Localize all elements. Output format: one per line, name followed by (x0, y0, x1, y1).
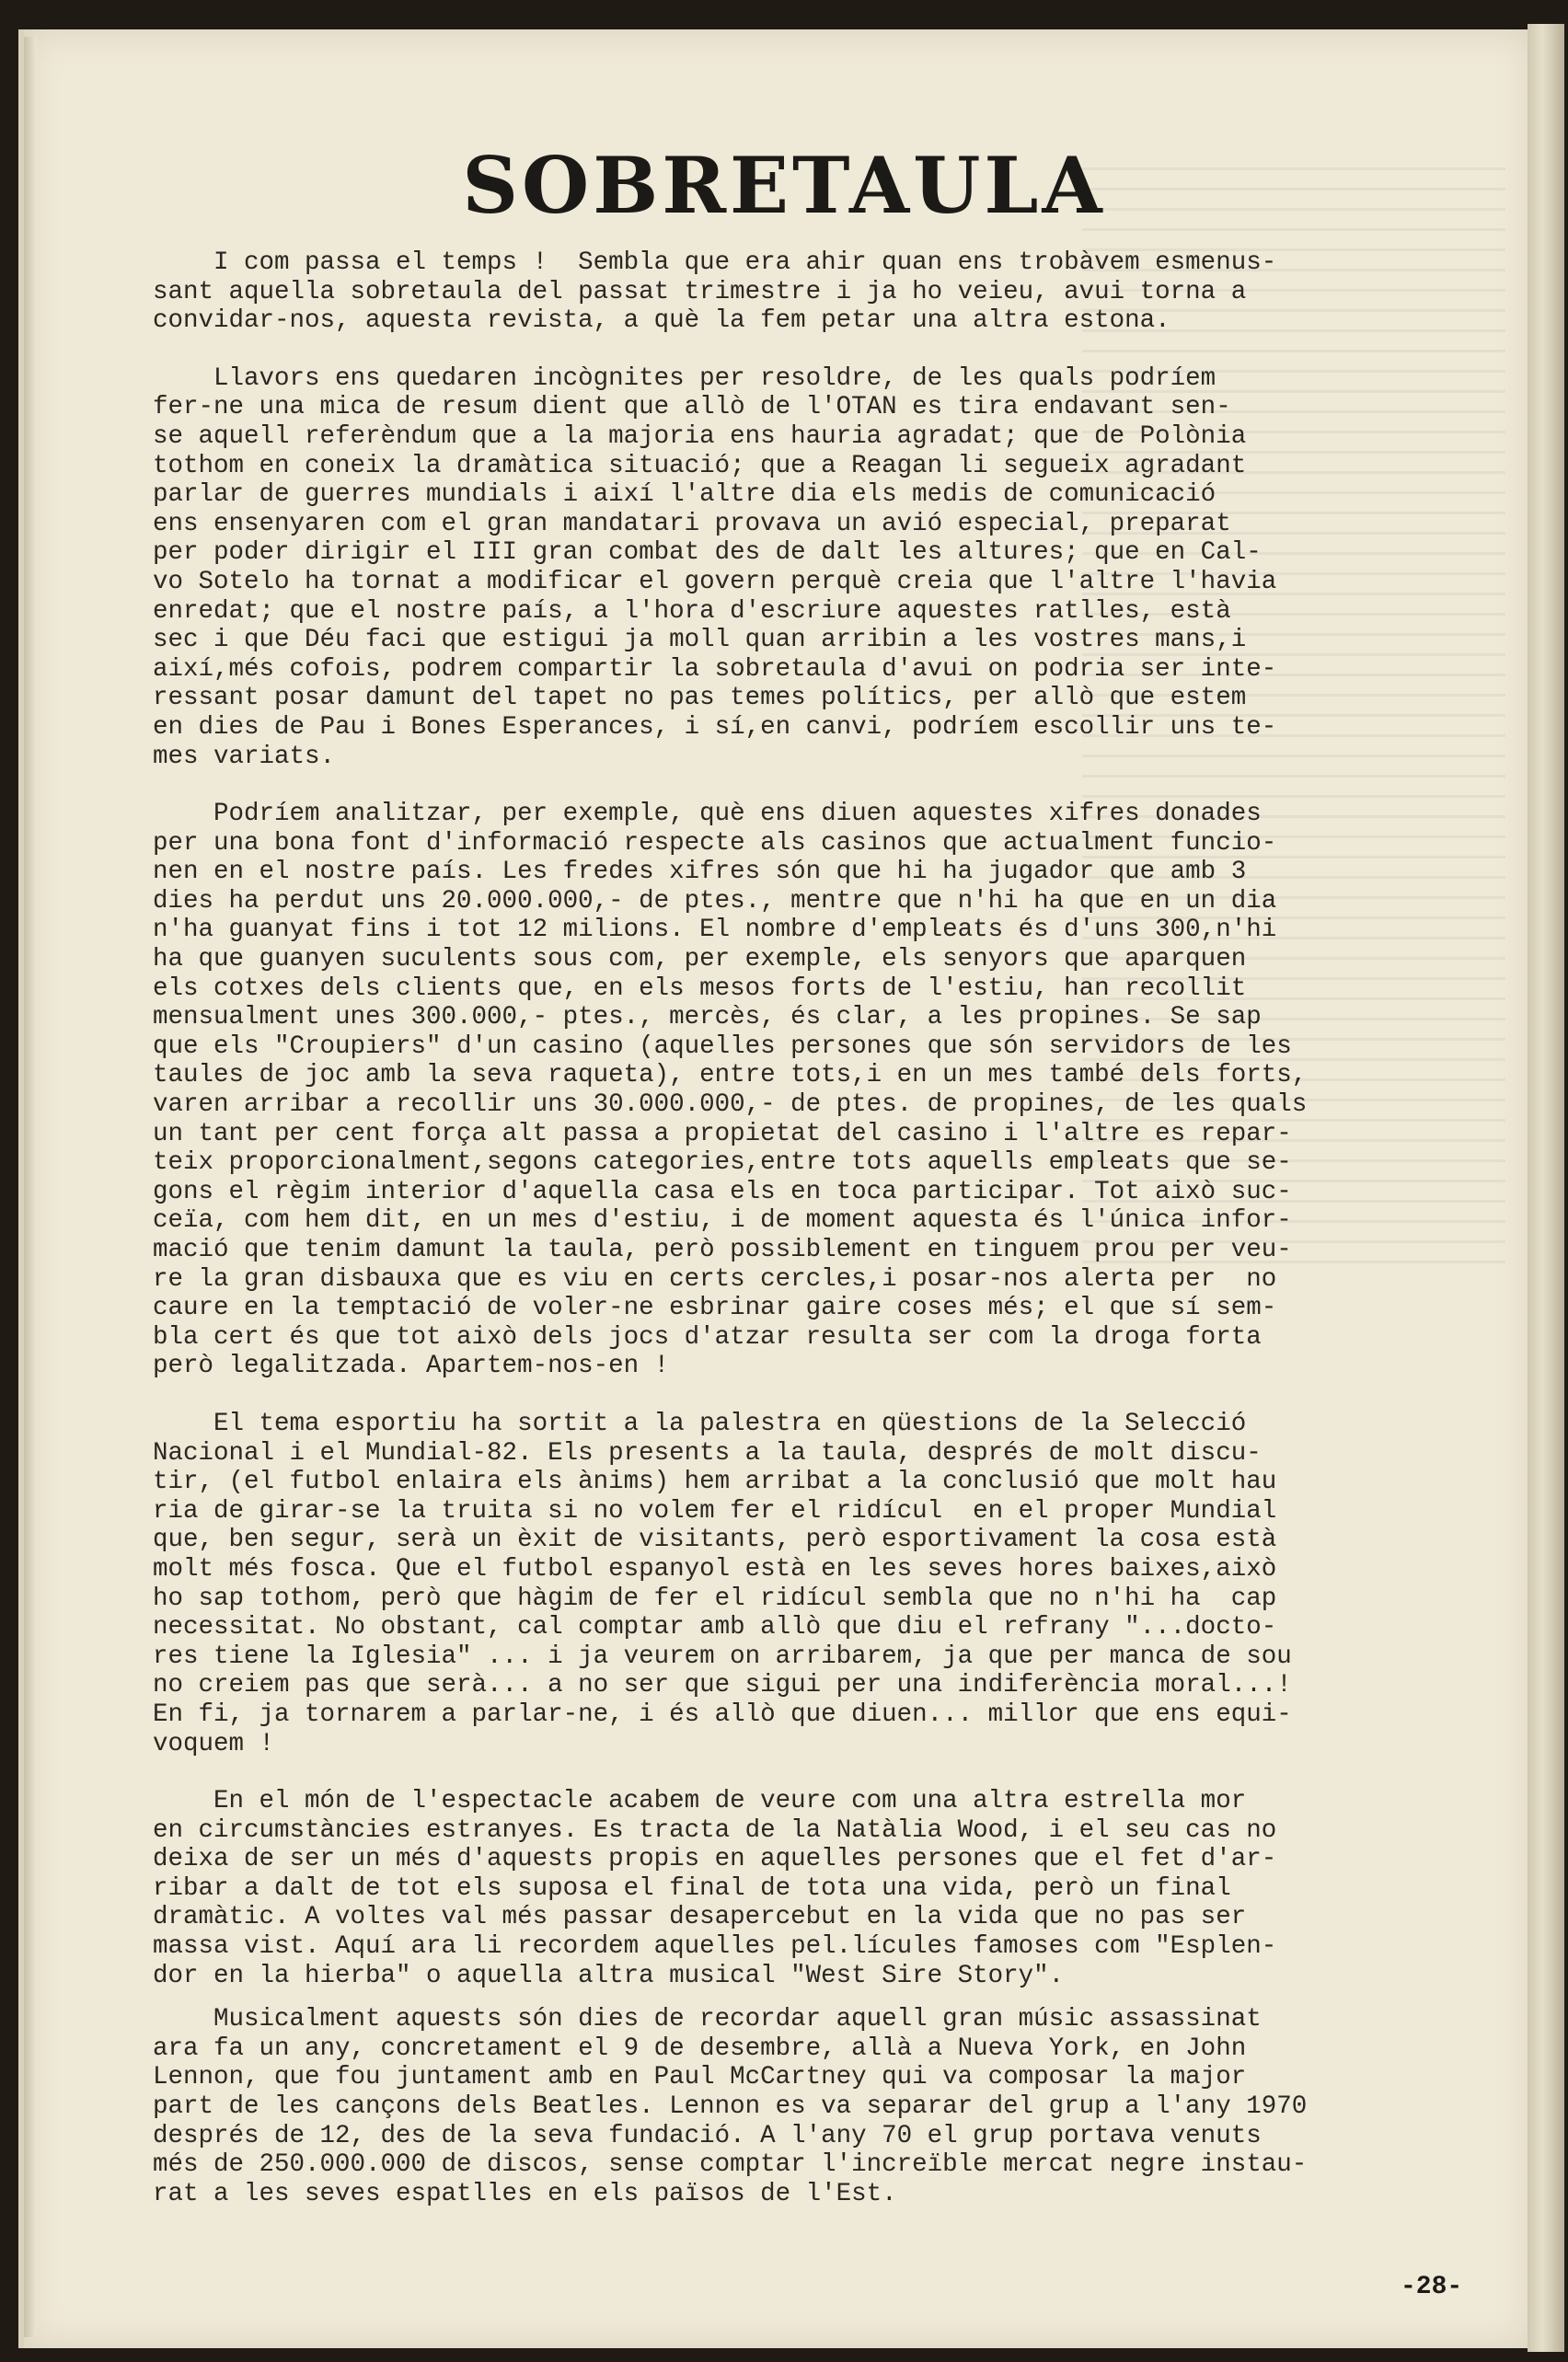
text-line: El tema esportiu ha sortit a la palestra en qüestions de la Selecció (153, 1409, 1247, 1438)
text-line: molt més fosca. Que el futbol espanyol està en les seves hores baixes,això (153, 1554, 1277, 1584)
text-line: sant aquella sobretaula del passat trimestre i ja ho veieu, avui torna a (153, 277, 1247, 306)
text-line: ens ensenyaren com el gran mandatari provava un avió especial, preparat (153, 509, 1231, 538)
text-line: però legalitzada. Apartem-nos-en ! (153, 1352, 670, 1381)
text-line: n'ha guanyat fins i tot 12 milions. El nombre d'empleats és d'uns 300,n'hi (153, 916, 1277, 945)
text-line: parlar de guerres mundials i així l'altre dia els medis de comunicació (153, 480, 1216, 510)
text-line: caure en la temptació de voler-ne esbrinar gaire coses més; el que sí sem- (153, 1294, 1277, 1323)
paragraph-gap (153, 336, 1469, 364)
text-line: ria de girar-se la truita si no volem fer el ridícul en el proper Mundial (153, 1496, 1277, 1526)
text-line: re la gran disbauxa que es viu en certs cercles,i posar-nos alerta per no (153, 1264, 1277, 1294)
text-line: ara fa un any, concretament el 9 de desembre, allà a Nueva York, en John (153, 2034, 1247, 2063)
text-line: bla cert és que tot això dels jocs d'atzar resulta ser com la droga forta (153, 1322, 1262, 1352)
text-line: se aquell referèndum que a la majoria ens hauria agradat; que de Polònia (153, 421, 1247, 451)
text-line: rat a les seves espatlles en els països de l'Est. (153, 2179, 897, 2208)
text-line: sec i que Déu faci que estigui ja moll quan arribin a les vostres mans,i (153, 626, 1247, 655)
text-line: fer-ne una mica de resum dient que allò de l'OTAN es tira endavant sen- (153, 393, 1231, 422)
text-line: En fi, ja tornarem a parlar-ne, i és allò que diuen... millor que ens equi- (153, 1699, 1292, 1729)
text-line: dies ha perdut uns 20.000.000,- de ptes., mentre que n'hi ha que en un dia (153, 886, 1277, 916)
text-line: deixa de ser un més d'aquests propis en aquelles persones que el fet d'ar- (153, 1845, 1277, 1874)
text-line: mació que tenim damunt la taula, però possiblement en tinguem prou per veu- (153, 1236, 1292, 1264)
paragraph (153, 364, 1469, 771)
text-line: teix proporcionalment,segons categories,entre tots aquells empleats que se- (153, 1148, 1292, 1178)
text-line: així,més cofois, podrem compartir la sobretaula d'avui on podria ser inte- (153, 654, 1277, 684)
paragraph-gap (153, 1758, 1469, 1787)
paragraph (153, 800, 1469, 1381)
text-line: després de 12, des de la seva fundació. A l'any 70 el grup portava venuts (153, 2121, 1262, 2150)
paragraph (153, 1410, 1469, 1758)
paragraph-gap (153, 1381, 1469, 1410)
text-line: Lennon, que fou juntament amb en Paul McCartney qui va composar la major (153, 2063, 1247, 2092)
text-line: convidar-nos, aquesta revista, a què la fem petar una altra estona. (153, 306, 1170, 336)
paragraph-gap (153, 771, 1469, 800)
text-line: res tiene la Iglesia" ... i ja veurem on arribarem, ja que per manca de sou (153, 1642, 1292, 1671)
page-binding (24, 37, 37, 2337)
paragraph (153, 248, 1469, 336)
text-line: gons el règim interior d'aquella casa els en toca participar. Tot això suc- (153, 1177, 1292, 1206)
text-line: dramàtic. A voltes val més passar desapercebut en la vida que no pas ser (153, 1903, 1247, 1932)
text-line: ho sap tothom, però que hàgim de fer el ridícul sembla que no n'hi ha cap (153, 1584, 1277, 1613)
text-line: per una bona font d'informació respecte als casinos que actualment funcio- (153, 828, 1277, 858)
text-line: més de 250.000.000 de discos, sense comptar l'increïble mercat negre instau- (153, 2150, 1308, 2180)
page-edge (1528, 24, 1564, 2352)
text-line: ressant posar damunt del tapet no pas temes polítics, per allò que estem (153, 684, 1247, 713)
text-line: En el món de l'espectacle acabem de veure com una altra estrella mor (153, 1787, 1247, 1816)
text-line: en dies de Pau i Bones Esperances, i sí,en canvi, podríem escollir uns te- (153, 712, 1277, 742)
text-line: varen arribar a recollir uns 30.000.000,- de ptes. de propines, de les quals (153, 1090, 1308, 1120)
text-line: mensualment unes 300.000,- ptes., mercès, és clar, a les propines. Se sap (153, 1003, 1262, 1032)
text-line: que, ben segur, serà un èxit de visitants, però esportivament la cosa està (153, 1526, 1277, 1555)
text-line: per poder dirigir el III gran combat des de dalt les altures; que en Cal- (153, 538, 1262, 568)
text-line: tothom en coneix la dramàtica situació; que a Reagan li segueix agradant (153, 451, 1247, 480)
text-line: ha que guanyen suculents sous com, per exemple, els senyors que aparquen (153, 945, 1247, 974)
text-line: Nacional i el Mundial-82. Els presents a la taula, després de molt discu- (153, 1438, 1262, 1468)
text-line: els cotxes dels clients que, en els mesos forts de l'estiu, han recollit (153, 974, 1247, 1003)
text-line: part de les cançons dels Beatles. Lennon es va separar del grup a l'any 1970 (153, 2092, 1308, 2122)
text-line: un tant per cent força alt passa a propietat del casino i l'altre es repar- (153, 1119, 1292, 1148)
text-line: que els "Croupiers" d'un casino (aquelles persones que són servidors de les (153, 1031, 1292, 1061)
text-line: dor en la hierba" o aquella altra musical "West Sire Story". (153, 1961, 1065, 1990)
text-line: taules de joc amb la seva raqueta), entre tots,i en un mes també dels forts, (153, 1061, 1308, 1090)
text-line: voquem ! (153, 1729, 275, 1758)
text-line: I com passa el temps ! Sembla que era ahir quan ens trobàvem esmenus- (153, 248, 1277, 277)
text-line: ribar a dalt de tot els suposa el final de tota una vida, però un final (153, 1873, 1231, 1903)
text-line: nen en el nostre país. Les fredes xifres són que hi ha jugador que amb 3 (153, 858, 1247, 887)
text-line: en circumstàncies estranyes. Es tracta de la Natàlia Wood, i el seu cas no (153, 1815, 1277, 1845)
page-title: SOBRETAULA (462, 140, 1106, 231)
text-line: ceïa, com hem dit, en un mes d'estiu, i de moment aquesta és l'única infor- (153, 1206, 1292, 1236)
text-line: Podríem analitzar, per exemple, què ens diuen aquestes xifres donades (153, 800, 1262, 829)
paragraph (153, 2005, 1469, 2208)
page-number: -28- (1401, 2273, 1463, 2301)
paragraph-gap (153, 1990, 1469, 2005)
text-line: massa vist. Aquí ara li recordem aquelles pel.lícules famoses com "Esplen- (153, 1932, 1277, 1962)
text-line: Llavors ens quedaren incògnites per resoldre, de les quals podríem (153, 363, 1216, 393)
text-line: vo Sotelo ha tornat a modificar el govern perquè creia que l'altre l'havia (153, 567, 1277, 596)
text-line: necessitat. No obstant, cal comptar amb allò que diu el refrany "...docto- (153, 1613, 1277, 1642)
text-line: Musicalment aquests són dies de recordar aquell gran músic assassinat (153, 2005, 1262, 2034)
text-line: enredat; que el nostre país, a l'hora d'escriure aquestes ratlles, està (153, 596, 1231, 626)
text-line: tir, (el futbol enlaira els ànims) hem arribat a la conclusió que molt hau (153, 1468, 1277, 1497)
paragraph (153, 1787, 1469, 1990)
article-body (153, 248, 1469, 2208)
text-line: no creiem pas que serà... a no ser que sigui per una indiferència moral...! (153, 1671, 1292, 1700)
text-line: mes variats. (153, 742, 336, 771)
